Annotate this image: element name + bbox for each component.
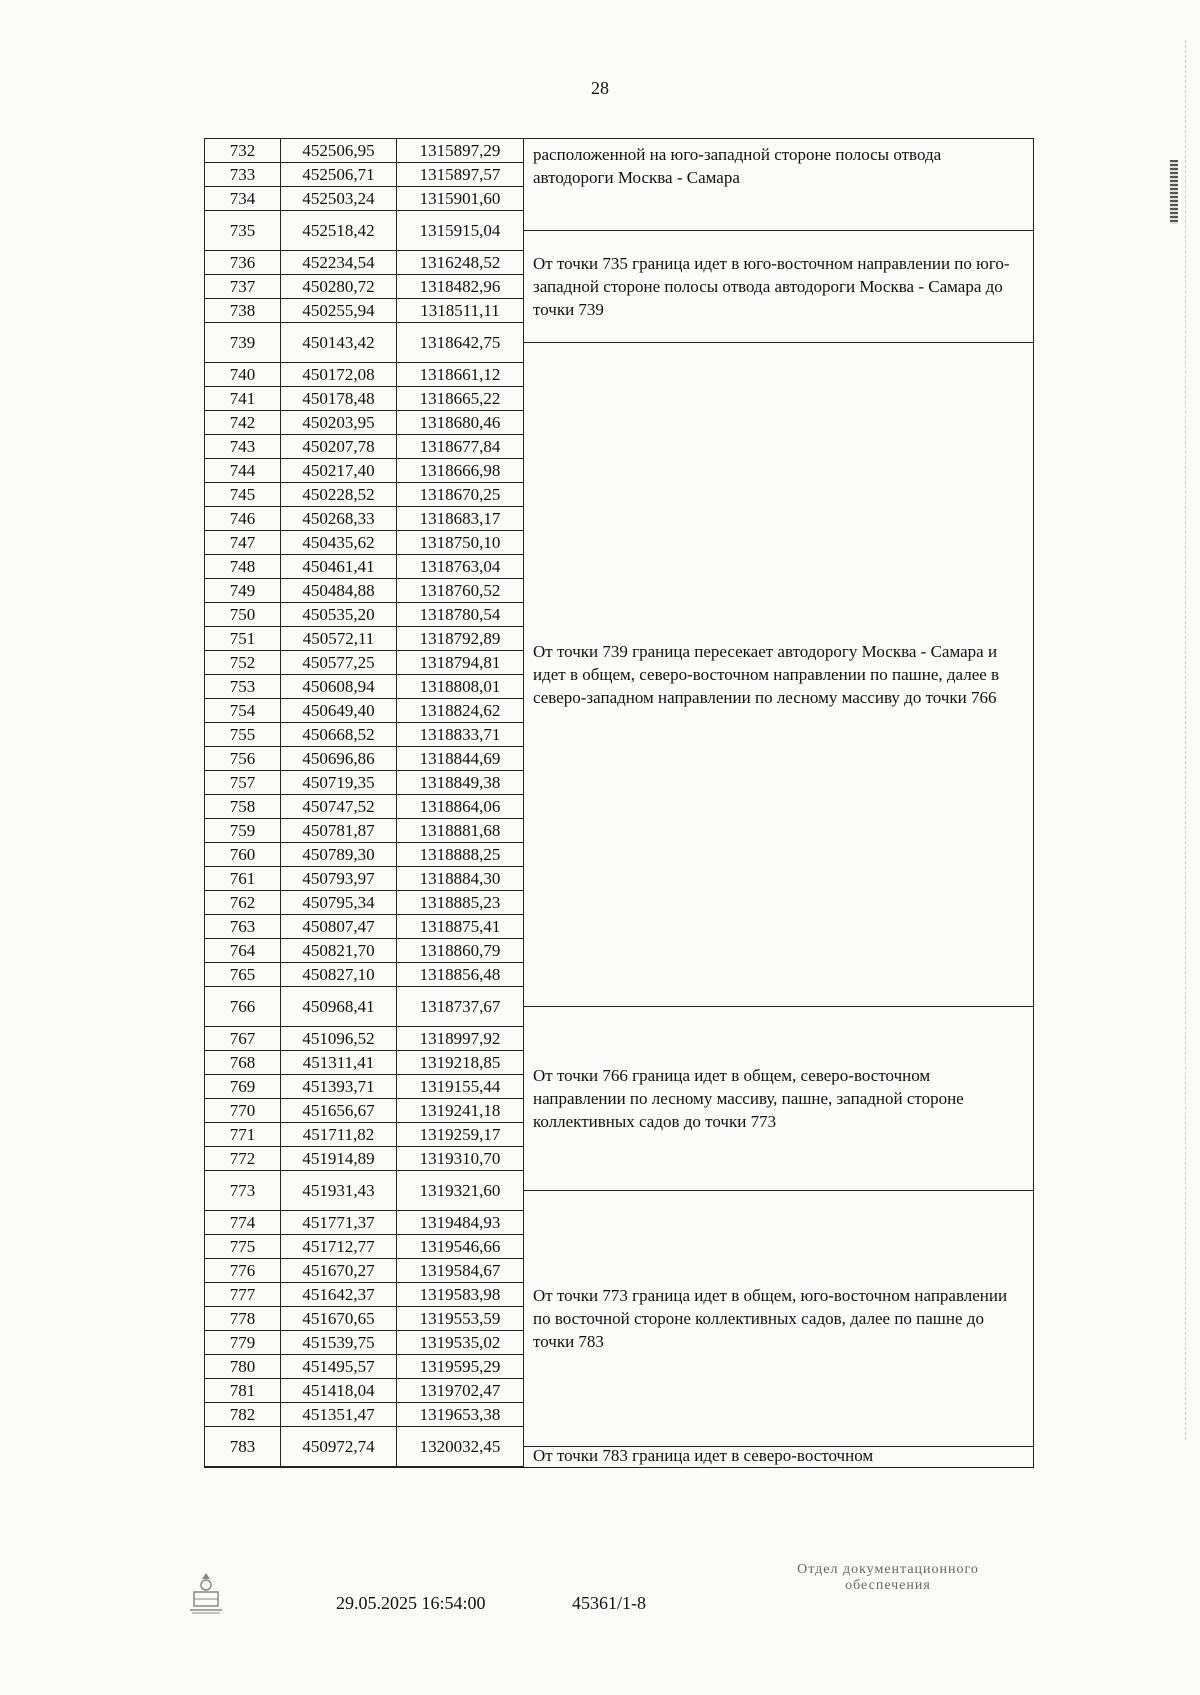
y-coordinate-cell: 1318824,62 — [397, 699, 523, 723]
point-number-cell: 741 — [205, 387, 281, 411]
point-number-cell: 733 — [205, 163, 281, 187]
table-row — [205, 1051, 523, 1075]
point-number-cell: 781 — [205, 1379, 281, 1403]
point-number-cell: 747 — [205, 531, 281, 555]
table-row — [205, 1099, 523, 1123]
y-coordinate-cell: 1315897,29 — [397, 139, 523, 163]
margin-barcode — [1170, 160, 1178, 224]
emblem-icon — [186, 1570, 226, 1616]
page-number: 28 — [591, 78, 609, 98]
y-coordinate-cell: 1318875,41 — [397, 915, 523, 939]
y-coordinate-cell: 1315915,04 — [397, 211, 523, 251]
x-coordinate-cell: 452234,54 — [281, 251, 397, 275]
table-row — [205, 603, 523, 627]
y-coordinate-cell: 1318888,25 — [397, 843, 523, 867]
y-coordinate-cell: 1318780,54 — [397, 603, 523, 627]
point-number-cell: 762 — [205, 891, 281, 915]
point-number-cell: 768 — [205, 1051, 281, 1075]
y-coordinate-cell: 1318997,92 — [397, 1027, 523, 1051]
x-coordinate-cell: 451711,82 — [281, 1123, 397, 1147]
table-row — [205, 1123, 523, 1147]
point-number-cell: 740 — [205, 363, 281, 387]
x-coordinate-cell: 452506,95 — [281, 139, 397, 163]
x-coordinate-cell: 452506,71 — [281, 163, 397, 187]
table-row — [205, 1331, 523, 1355]
table-row — [205, 699, 523, 723]
x-coordinate-cell: 450608,94 — [281, 675, 397, 699]
boundary-description: От точки 735 граница идет в юго-восточном направлении по юго-западной стороне полосы отвода автодороги Москва - Самара до точки 739 — [523, 231, 1033, 343]
point-number-cell: 776 — [205, 1259, 281, 1283]
point-number-cell: 772 — [205, 1147, 281, 1171]
table-row — [205, 675, 523, 699]
point-number-cell: 764 — [205, 939, 281, 963]
y-coordinate-cell: 1319321,60 — [397, 1171, 523, 1211]
coordinates-columns — [205, 139, 524, 1467]
y-coordinate-cell: 1318677,84 — [397, 435, 523, 459]
table-row — [205, 987, 523, 1027]
y-coordinate-cell: 1318881,68 — [397, 819, 523, 843]
table-row — [205, 555, 523, 579]
point-number-cell: 749 — [205, 579, 281, 603]
y-coordinate-cell: 1318666,98 — [397, 459, 523, 483]
x-coordinate-cell: 450484,88 — [281, 579, 397, 603]
y-coordinate-cell: 1319546,66 — [397, 1235, 523, 1259]
y-coordinate-cell: 1318844,69 — [397, 747, 523, 771]
x-coordinate-cell: 451351,47 — [281, 1403, 397, 1427]
point-number-cell: 735 — [205, 211, 281, 251]
table-row — [205, 531, 523, 555]
table-row — [205, 723, 523, 747]
boundary-description: От точки 766 граница идет в общем, северо-восточном направлении по лесному массиву, пашне, западной стороне коллективных садов до точки 773 — [523, 1007, 1033, 1191]
point-number-cell: 774 — [205, 1211, 281, 1235]
point-number-cell: 763 — [205, 915, 281, 939]
y-coordinate-cell: 1318665,22 — [397, 387, 523, 411]
y-coordinate-cell: 1318864,06 — [397, 795, 523, 819]
x-coordinate-cell: 450668,52 — [281, 723, 397, 747]
y-coordinate-cell: 1318511,11 — [397, 299, 523, 323]
x-coordinate-cell: 451712,77 — [281, 1235, 397, 1259]
point-number-cell: 756 — [205, 747, 281, 771]
y-coordinate-cell: 1318680,46 — [397, 411, 523, 435]
x-coordinate-cell: 450795,34 — [281, 891, 397, 915]
point-number-cell: 748 — [205, 555, 281, 579]
table-row — [205, 939, 523, 963]
table-row — [205, 771, 523, 795]
x-coordinate-cell: 450789,30 — [281, 843, 397, 867]
point-number-cell: 771 — [205, 1123, 281, 1147]
boundary-description: От точки 739 граница пересекает автодорогу Москва - Самара и идет в общем, северо-восточном направлении по пашне, далее в северо-западном направлении по лесному массиву до точки 766 — [523, 343, 1033, 1007]
table-row — [205, 187, 523, 211]
y-coordinate-cell: 1319583,98 — [397, 1283, 523, 1307]
point-number-cell: 770 — [205, 1099, 281, 1123]
y-coordinate-cell: 1319584,67 — [397, 1259, 523, 1283]
y-coordinate-cell: 1319310,70 — [397, 1147, 523, 1171]
table-row — [205, 1211, 523, 1235]
y-coordinate-cell: 1316248,52 — [397, 251, 523, 275]
table-row — [205, 411, 523, 435]
table-row — [205, 275, 523, 299]
y-coordinate-cell: 1318885,23 — [397, 891, 523, 915]
table-row — [205, 1283, 523, 1307]
table-row — [205, 1171, 523, 1211]
point-number-cell: 739 — [205, 323, 281, 363]
table-row — [205, 163, 523, 187]
x-coordinate-cell: 450203,95 — [281, 411, 397, 435]
x-coordinate-cell: 451096,52 — [281, 1027, 397, 1051]
point-number-cell: 743 — [205, 435, 281, 459]
table-row — [205, 1075, 523, 1099]
point-number-cell: 761 — [205, 867, 281, 891]
y-coordinate-cell: 1318792,89 — [397, 627, 523, 651]
table-row — [205, 795, 523, 819]
y-coordinate-cell: 1319535,02 — [397, 1331, 523, 1355]
x-coordinate-cell: 450207,78 — [281, 435, 397, 459]
boundary-description: расположенной на юго-западной стороне полосы отвода автодороги Москва - Самара — [523, 139, 1033, 231]
stamp-line-1: Отдел документационного — [797, 1562, 979, 1577]
y-coordinate-cell: 1318884,30 — [397, 867, 523, 891]
y-coordinate-cell: 1315901,60 — [397, 187, 523, 211]
y-coordinate-cell: 1318794,81 — [397, 651, 523, 675]
y-coordinate-cell: 1318683,17 — [397, 507, 523, 531]
y-coordinate-cell: 1319484,93 — [397, 1211, 523, 1235]
department-stamp — [738, 1562, 1038, 1594]
point-number-cell: 755 — [205, 723, 281, 747]
y-coordinate-cell: 1318849,38 — [397, 771, 523, 795]
boundary-description: От точки 783 граница идет в северо-восточном — [533, 1446, 874, 1465]
table-row — [205, 483, 523, 507]
table-row — [205, 627, 523, 651]
table-row — [205, 843, 523, 867]
footer-document-code: 45361/1-8 — [572, 1593, 646, 1613]
x-coordinate-cell: 450228,52 — [281, 483, 397, 507]
x-coordinate-cell: 450280,72 — [281, 275, 397, 299]
x-coordinate-cell: 450178,48 — [281, 387, 397, 411]
table-row — [205, 507, 523, 531]
x-coordinate-cell: 450781,87 — [281, 819, 397, 843]
point-number-cell: 777 — [205, 1283, 281, 1307]
point-number-cell: 773 — [205, 1171, 281, 1211]
point-number-cell: 760 — [205, 843, 281, 867]
point-number-cell: 732 — [205, 139, 281, 163]
table-row — [205, 1259, 523, 1283]
y-coordinate-cell: 1319553,59 — [397, 1307, 523, 1331]
point-number-cell: 767 — [205, 1027, 281, 1051]
point-number-cell: 744 — [205, 459, 281, 483]
table-row — [205, 363, 523, 387]
table-row — [205, 651, 523, 675]
table-row — [205, 1379, 523, 1403]
table-row — [205, 387, 523, 411]
x-coordinate-cell: 451418,04 — [281, 1379, 397, 1403]
y-coordinate-cell: 1319241,18 — [397, 1099, 523, 1123]
point-number-cell: 753 — [205, 675, 281, 699]
point-number-cell: 734 — [205, 187, 281, 211]
x-coordinate-cell: 450747,52 — [281, 795, 397, 819]
table-row — [205, 1147, 523, 1171]
y-coordinate-cell: 1319702,47 — [397, 1379, 523, 1403]
point-number-cell: 775 — [205, 1235, 281, 1259]
coordinates-table — [204, 138, 1034, 1468]
x-coordinate-cell: 450143,42 — [281, 323, 397, 363]
x-coordinate-cell: 451311,41 — [281, 1051, 397, 1075]
table-row — [205, 579, 523, 603]
point-number-cell: 752 — [205, 651, 281, 675]
x-coordinate-cell: 450461,41 — [281, 555, 397, 579]
point-number-cell: 754 — [205, 699, 281, 723]
point-number-cell: 778 — [205, 1307, 281, 1331]
point-number-cell: 769 — [205, 1075, 281, 1099]
x-coordinate-cell: 450435,62 — [281, 531, 397, 555]
point-number-cell: 766 — [205, 987, 281, 1027]
description-column — [523, 139, 1033, 1467]
x-coordinate-cell: 450696,86 — [281, 747, 397, 771]
x-coordinate-cell: 450172,08 — [281, 363, 397, 387]
y-coordinate-cell: 1319259,17 — [397, 1123, 523, 1147]
table-row — [205, 251, 523, 275]
x-coordinate-cell: 451539,75 — [281, 1331, 397, 1355]
y-coordinate-cell: 1318661,12 — [397, 363, 523, 387]
point-number-cell: 759 — [205, 819, 281, 843]
y-coordinate-cell: 1319653,38 — [397, 1403, 523, 1427]
table-row — [205, 459, 523, 483]
y-coordinate-cell: 1318750,10 — [397, 531, 523, 555]
x-coordinate-cell: 452503,24 — [281, 187, 397, 211]
point-number-cell: 745 — [205, 483, 281, 507]
y-coordinate-cell: 1318860,79 — [397, 939, 523, 963]
y-coordinate-cell: 1318642,75 — [397, 323, 523, 363]
y-coordinate-cell: 1318856,48 — [397, 963, 523, 987]
y-coordinate-cell: 1318737,67 — [397, 987, 523, 1027]
point-number-cell: 751 — [205, 627, 281, 651]
x-coordinate-cell: 450827,10 — [281, 963, 397, 987]
point-number-cell: 783 — [205, 1427, 281, 1467]
x-coordinate-cell: 450535,20 — [281, 603, 397, 627]
x-coordinate-cell: 450649,40 — [281, 699, 397, 723]
x-coordinate-cell: 452518,42 — [281, 211, 397, 251]
x-coordinate-cell: 450807,47 — [281, 915, 397, 939]
y-coordinate-cell: 1318763,04 — [397, 555, 523, 579]
x-coordinate-cell: 451670,65 — [281, 1307, 397, 1331]
y-coordinate-cell: 1318482,96 — [397, 275, 523, 299]
table-row — [205, 1307, 523, 1331]
x-coordinate-cell: 450968,41 — [281, 987, 397, 1027]
point-number-cell: 737 — [205, 275, 281, 299]
x-coordinate-cell: 451914,89 — [281, 1147, 397, 1171]
y-coordinate-cell: 1320032,45 — [397, 1427, 523, 1467]
y-coordinate-cell: 1319218,85 — [397, 1051, 523, 1075]
point-number-cell: 750 — [205, 603, 281, 627]
point-number-cell: 738 — [205, 299, 281, 323]
table-row — [205, 139, 523, 163]
x-coordinate-cell: 450217,40 — [281, 459, 397, 483]
y-coordinate-cell: 1318833,71 — [397, 723, 523, 747]
point-number-cell: 746 — [205, 507, 281, 531]
point-number-cell: 742 — [205, 411, 281, 435]
x-coordinate-cell: 450255,94 — [281, 299, 397, 323]
x-coordinate-cell: 451670,27 — [281, 1259, 397, 1283]
y-coordinate-cell: 1318760,52 — [397, 579, 523, 603]
point-number-cell: 757 — [205, 771, 281, 795]
boundary-description: От точки 773 граница идет в общем, юго-восточном направлении по восточной стороне коллективных садов, далее по пашне до точки 783 — [523, 1191, 1033, 1447]
x-coordinate-cell: 451771,37 — [281, 1211, 397, 1235]
table-row — [205, 1427, 523, 1467]
table-row — [205, 747, 523, 771]
point-number-cell: 736 — [205, 251, 281, 275]
point-number-cell: 782 — [205, 1403, 281, 1427]
margin-scan-marks — [1184, 40, 1186, 1440]
x-coordinate-cell: 450577,25 — [281, 651, 397, 675]
x-coordinate-cell: 450793,97 — [281, 867, 397, 891]
x-coordinate-cell: 451931,43 — [281, 1171, 397, 1211]
x-coordinate-cell: 451642,37 — [281, 1283, 397, 1307]
point-number-cell: 779 — [205, 1331, 281, 1355]
x-coordinate-cell: 450719,35 — [281, 771, 397, 795]
table-row — [205, 299, 523, 323]
x-coordinate-cell: 450572,11 — [281, 627, 397, 651]
table-row — [205, 1235, 523, 1259]
table-row — [205, 323, 523, 363]
table-row — [205, 891, 523, 915]
point-number-cell: 780 — [205, 1355, 281, 1379]
table-row — [205, 867, 523, 891]
point-number-cell: 765 — [205, 963, 281, 987]
point-number-cell: 758 — [205, 795, 281, 819]
table-row — [205, 963, 523, 987]
x-coordinate-cell: 450268,33 — [281, 507, 397, 531]
footer-datetime: 29.05.2025 16:54:00 — [336, 1593, 486, 1613]
y-coordinate-cell: 1318808,01 — [397, 675, 523, 699]
table-row — [205, 1027, 523, 1051]
table-row — [205, 915, 523, 939]
y-coordinate-cell: 1319155,44 — [397, 1075, 523, 1099]
y-coordinate-cell: 1318670,25 — [397, 483, 523, 507]
x-coordinate-cell: 451656,67 — [281, 1099, 397, 1123]
y-coordinate-cell: 1315897,57 — [397, 163, 523, 187]
x-coordinate-cell: 450972,74 — [281, 1427, 397, 1467]
table-row — [205, 1403, 523, 1427]
x-coordinate-cell: 451393,71 — [281, 1075, 397, 1099]
y-coordinate-cell: 1319595,29 — [397, 1355, 523, 1379]
table-row — [205, 1355, 523, 1379]
table-row — [205, 211, 523, 251]
table-row — [205, 819, 523, 843]
x-coordinate-cell: 451495,57 — [281, 1355, 397, 1379]
table-row — [205, 435, 523, 459]
stamp-line-2: обеспечения — [845, 1578, 931, 1593]
x-coordinate-cell: 450821,70 — [281, 939, 397, 963]
